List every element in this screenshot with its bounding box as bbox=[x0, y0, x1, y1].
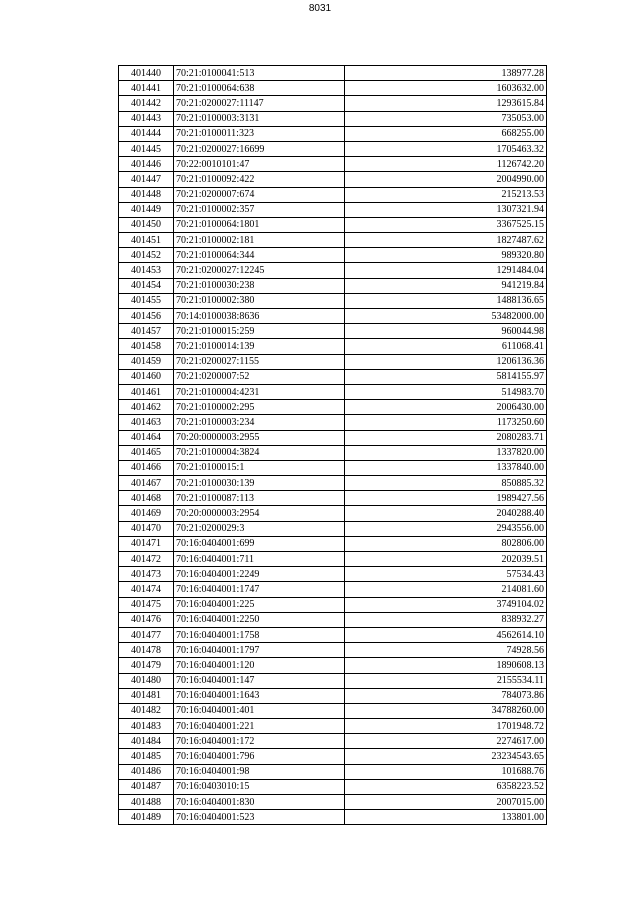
value-cell: 960044.98 bbox=[345, 324, 547, 339]
row-id-cell: 401443 bbox=[119, 111, 174, 126]
cadastral-number-cell: 70:16:0404001:1747 bbox=[174, 582, 345, 597]
cadastral-number-cell: 70:21:0100064:344 bbox=[174, 248, 345, 263]
row-id-cell: 401450 bbox=[119, 217, 174, 232]
row-id-cell: 401459 bbox=[119, 354, 174, 369]
table-row bbox=[119, 779, 547, 794]
cadastral-number-cell: 70:16:0404001:98 bbox=[174, 764, 345, 779]
value-cell: 53482000.00 bbox=[345, 309, 547, 324]
table-row bbox=[119, 354, 547, 369]
table-row bbox=[119, 658, 547, 673]
table-row bbox=[119, 567, 547, 582]
row-id-cell: 401472 bbox=[119, 552, 174, 567]
table-row bbox=[119, 202, 547, 217]
cadastral-number-cell: 70:21:0200029:3 bbox=[174, 521, 345, 536]
cadastral-number-cell: 70:14:0100038:8636 bbox=[174, 309, 345, 324]
table-row bbox=[119, 764, 547, 779]
value-cell: 101688.76 bbox=[345, 764, 547, 779]
table-row bbox=[119, 612, 547, 627]
value-cell: 2040288.40 bbox=[345, 506, 547, 521]
table-row bbox=[119, 552, 547, 567]
cadastral-number-cell: 70:21:0100064:638 bbox=[174, 81, 345, 96]
row-id-cell: 401487 bbox=[119, 779, 174, 794]
cadastral-number-cell: 70:16:0403010:15 bbox=[174, 779, 345, 794]
row-id-cell: 401460 bbox=[119, 369, 174, 384]
value-cell: 138977.28 bbox=[345, 66, 547, 81]
row-id-cell: 401440 bbox=[119, 66, 174, 81]
value-cell: 514983.70 bbox=[345, 384, 547, 399]
cadastral-number-cell: 70:21:0100015:259 bbox=[174, 324, 345, 339]
table-row bbox=[119, 703, 547, 718]
row-id-cell: 401481 bbox=[119, 688, 174, 703]
table-row bbox=[119, 263, 547, 278]
table-row bbox=[119, 400, 547, 415]
row-id-cell: 401476 bbox=[119, 612, 174, 627]
row-id-cell: 401463 bbox=[119, 415, 174, 430]
row-id-cell: 401451 bbox=[119, 233, 174, 248]
table-row bbox=[119, 445, 547, 460]
row-id-cell: 401455 bbox=[119, 293, 174, 308]
value-cell: 4562614.10 bbox=[345, 627, 547, 642]
cadastral-number-cell: 70:21:0100030:139 bbox=[174, 476, 345, 491]
row-id-cell: 401470 bbox=[119, 521, 174, 536]
table-row bbox=[119, 536, 547, 551]
value-cell: 1337820.00 bbox=[345, 445, 547, 460]
table-row bbox=[119, 187, 547, 202]
table-row bbox=[119, 719, 547, 734]
row-id-cell: 401468 bbox=[119, 491, 174, 506]
table-row bbox=[119, 233, 547, 248]
value-cell: 735053.00 bbox=[345, 111, 547, 126]
row-id-cell: 401483 bbox=[119, 719, 174, 734]
cadastral-number-cell: 70:21:0200007:52 bbox=[174, 369, 345, 384]
value-cell: 802806.00 bbox=[345, 536, 547, 551]
row-id-cell: 401465 bbox=[119, 445, 174, 460]
cadastral-number-cell: 70:16:0404001:699 bbox=[174, 536, 345, 551]
value-cell: 838932.27 bbox=[345, 612, 547, 627]
row-id-cell: 401469 bbox=[119, 506, 174, 521]
value-cell: 668255.00 bbox=[345, 126, 547, 141]
table-row bbox=[119, 309, 547, 324]
cadastral-number-cell: 70:21:0100014:139 bbox=[174, 339, 345, 354]
cadastral-number-cell: 70:21:0200027:1155 bbox=[174, 354, 345, 369]
row-id-cell: 401475 bbox=[119, 597, 174, 612]
value-cell: 941219.84 bbox=[345, 278, 547, 293]
value-cell: 215213.53 bbox=[345, 187, 547, 202]
cadastral-number-cell: 70:16:0404001:1797 bbox=[174, 643, 345, 658]
row-id-cell: 401464 bbox=[119, 430, 174, 445]
row-id-cell: 401484 bbox=[119, 734, 174, 749]
cadastral-number-cell: 70:21:0100064:1801 bbox=[174, 217, 345, 232]
row-id-cell: 401458 bbox=[119, 339, 174, 354]
value-cell: 2080283.71 bbox=[345, 430, 547, 445]
table-row bbox=[119, 111, 547, 126]
cadastral-number-cell: 70:21:0100030:238 bbox=[174, 278, 345, 293]
table-row bbox=[119, 673, 547, 688]
value-cell: 3367525.15 bbox=[345, 217, 547, 232]
cadastral-number-cell: 70:21:0100004:3824 bbox=[174, 445, 345, 460]
cadastral-number-cell: 70:21:0200007:674 bbox=[174, 187, 345, 202]
cadastral-number-cell: 70:21:0200027:16699 bbox=[174, 141, 345, 156]
cadastral-number-cell: 70:22:0010101:47 bbox=[174, 157, 345, 172]
table-row bbox=[119, 415, 547, 430]
row-id-cell: 401485 bbox=[119, 749, 174, 764]
row-id-cell: 401441 bbox=[119, 81, 174, 96]
row-id-cell: 401461 bbox=[119, 384, 174, 399]
value-cell: 5814155.97 bbox=[345, 369, 547, 384]
table-row bbox=[119, 384, 547, 399]
table-row bbox=[119, 141, 547, 156]
cadastral-number-cell: 70:16:0404001:1758 bbox=[174, 627, 345, 642]
cadastral-number-cell: 70:21:0100002:295 bbox=[174, 400, 345, 415]
cadastral-number-cell: 70:21:0100004:4231 bbox=[174, 384, 345, 399]
row-id-cell: 401448 bbox=[119, 187, 174, 202]
value-cell: 1890608.13 bbox=[345, 658, 547, 673]
cadastral-number-cell: 70:21:0200027:12245 bbox=[174, 263, 345, 278]
table-row bbox=[119, 96, 547, 111]
cadastral-number-cell: 70:21:0100015:1 bbox=[174, 460, 345, 475]
value-cell: 2007015.00 bbox=[345, 795, 547, 810]
table-row bbox=[119, 293, 547, 308]
cadastral-value-table bbox=[118, 65, 547, 825]
table-row bbox=[119, 248, 547, 263]
table-row bbox=[119, 491, 547, 506]
row-id-cell: 401477 bbox=[119, 627, 174, 642]
table-row bbox=[119, 582, 547, 597]
table-row bbox=[119, 810, 547, 825]
cadastral-number-cell: 70:16:0404001:221 bbox=[174, 719, 345, 734]
value-cell: 6358223.52 bbox=[345, 779, 547, 794]
row-id-cell: 401488 bbox=[119, 795, 174, 810]
value-cell: 611068.41 bbox=[345, 339, 547, 354]
cadastral-number-cell: 70:16:0404001:796 bbox=[174, 749, 345, 764]
value-cell: 57534.43 bbox=[345, 567, 547, 582]
row-id-cell: 401452 bbox=[119, 248, 174, 263]
cadastral-number-cell: 70:16:0404001:225 bbox=[174, 597, 345, 612]
table-row bbox=[119, 749, 547, 764]
cadastral-number-cell: 70:21:0100002:380 bbox=[174, 293, 345, 308]
value-cell: 2155534.11 bbox=[345, 673, 547, 688]
value-cell: 1337840.00 bbox=[345, 460, 547, 475]
row-id-cell: 401446 bbox=[119, 157, 174, 172]
cadastral-number-cell: 70:21:0100002:181 bbox=[174, 233, 345, 248]
cadastral-number-cell: 70:21:0100041:513 bbox=[174, 66, 345, 81]
cadastral-number-cell: 70:16:0404001:2249 bbox=[174, 567, 345, 582]
table-row bbox=[119, 597, 547, 612]
table-row bbox=[119, 430, 547, 445]
value-cell: 133801.00 bbox=[345, 810, 547, 825]
cadastral-number-cell: 70:21:0200027:11147 bbox=[174, 96, 345, 111]
row-id-cell: 401486 bbox=[119, 764, 174, 779]
value-cell: 2004990.00 bbox=[345, 172, 547, 187]
value-cell: 34788260.00 bbox=[345, 703, 547, 718]
cadastral-number-cell: 70:16:0404001:1643 bbox=[174, 688, 345, 703]
row-id-cell: 401453 bbox=[119, 263, 174, 278]
value-cell: 1291484.04 bbox=[345, 263, 547, 278]
value-cell: 1827487.62 bbox=[345, 233, 547, 248]
table-row bbox=[119, 66, 547, 81]
row-id-cell: 401480 bbox=[119, 673, 174, 688]
value-cell: 2006430.00 bbox=[345, 400, 547, 415]
row-id-cell: 401479 bbox=[119, 658, 174, 673]
value-cell: 1206136.36 bbox=[345, 354, 547, 369]
value-cell: 1989427.56 bbox=[345, 491, 547, 506]
cadastral-number-cell: 70:16:0404001:523 bbox=[174, 810, 345, 825]
table-row bbox=[119, 278, 547, 293]
row-id-cell: 401456 bbox=[119, 309, 174, 324]
value-cell: 23234543.65 bbox=[345, 749, 547, 764]
row-id-cell: 401462 bbox=[119, 400, 174, 415]
table-row bbox=[119, 339, 547, 354]
value-cell: 1705463.32 bbox=[345, 141, 547, 156]
value-cell: 1603632.00 bbox=[345, 81, 547, 96]
table-row bbox=[119, 506, 547, 521]
value-cell: 989320.80 bbox=[345, 248, 547, 263]
row-id-cell: 401473 bbox=[119, 567, 174, 582]
cadastral-number-cell: 70:16:0404001:401 bbox=[174, 703, 345, 718]
cadastral-number-cell: 70:20:0000003:2954 bbox=[174, 506, 345, 521]
row-id-cell: 401442 bbox=[119, 96, 174, 111]
row-id-cell: 401489 bbox=[119, 810, 174, 825]
row-id-cell: 401466 bbox=[119, 460, 174, 475]
row-id-cell: 401478 bbox=[119, 643, 174, 658]
cadastral-number-cell: 70:16:0404001:711 bbox=[174, 552, 345, 567]
cadastral-number-cell: 70:21:0100003:234 bbox=[174, 415, 345, 430]
row-id-cell: 401474 bbox=[119, 582, 174, 597]
value-cell: 1307321.94 bbox=[345, 202, 547, 217]
value-cell: 214081.60 bbox=[345, 582, 547, 597]
row-id-cell: 401454 bbox=[119, 278, 174, 293]
table-row bbox=[119, 795, 547, 810]
row-id-cell: 401471 bbox=[119, 536, 174, 551]
cadastral-number-cell: 70:16:0404001:147 bbox=[174, 673, 345, 688]
page-number: 8031 bbox=[308, 3, 332, 14]
cadastral-number-cell: 70:16:0404001:172 bbox=[174, 734, 345, 749]
value-cell: 1293615.84 bbox=[345, 96, 547, 111]
table-row bbox=[119, 172, 547, 187]
row-id-cell: 401467 bbox=[119, 476, 174, 491]
table-row bbox=[119, 476, 547, 491]
cadastral-number-cell: 70:21:0100092:422 bbox=[174, 172, 345, 187]
cadastral-number-cell: 70:16:0404001:120 bbox=[174, 658, 345, 673]
table-row bbox=[119, 688, 547, 703]
table-row bbox=[119, 217, 547, 232]
table-row bbox=[119, 643, 547, 658]
row-id-cell: 401447 bbox=[119, 172, 174, 187]
table-row bbox=[119, 126, 547, 141]
table-row bbox=[119, 521, 547, 536]
value-cell: 3749104.02 bbox=[345, 597, 547, 612]
row-id-cell: 401444 bbox=[119, 126, 174, 141]
row-id-cell: 401457 bbox=[119, 324, 174, 339]
table-body bbox=[119, 66, 547, 825]
row-id-cell: 401445 bbox=[119, 141, 174, 156]
value-cell: 1488136.65 bbox=[345, 293, 547, 308]
cadastral-number-cell: 70:21:0100003:3131 bbox=[174, 111, 345, 126]
table-row bbox=[119, 157, 547, 172]
value-cell: 1701948.72 bbox=[345, 719, 547, 734]
value-cell: 784073.86 bbox=[345, 688, 547, 703]
table-row bbox=[119, 627, 547, 642]
table-row bbox=[119, 460, 547, 475]
table-row bbox=[119, 81, 547, 96]
value-cell: 74928.56 bbox=[345, 643, 547, 658]
table-row bbox=[119, 734, 547, 749]
table-row bbox=[119, 369, 547, 384]
cadastral-number-cell: 70:21:0100087:113 bbox=[174, 491, 345, 506]
value-cell: 2274617.00 bbox=[345, 734, 547, 749]
cadastral-number-cell: 70:20:0000003:2955 bbox=[174, 430, 345, 445]
value-cell: 202039.51 bbox=[345, 552, 547, 567]
value-cell: 1126742.20 bbox=[345, 157, 547, 172]
row-id-cell: 401482 bbox=[119, 703, 174, 718]
cadastral-number-cell: 70:21:0100011:323 bbox=[174, 126, 345, 141]
cadastral-number-cell: 70:16:0404001:2250 bbox=[174, 612, 345, 627]
value-cell: 2943556.00 bbox=[345, 521, 547, 536]
cadastral-number-cell: 70:21:0100002:357 bbox=[174, 202, 345, 217]
value-cell: 1173250.60 bbox=[345, 415, 547, 430]
table-row bbox=[119, 324, 547, 339]
row-id-cell: 401449 bbox=[119, 202, 174, 217]
value-cell: 850885.32 bbox=[345, 476, 547, 491]
cadastral-number-cell: 70:16:0404001:830 bbox=[174, 795, 345, 810]
